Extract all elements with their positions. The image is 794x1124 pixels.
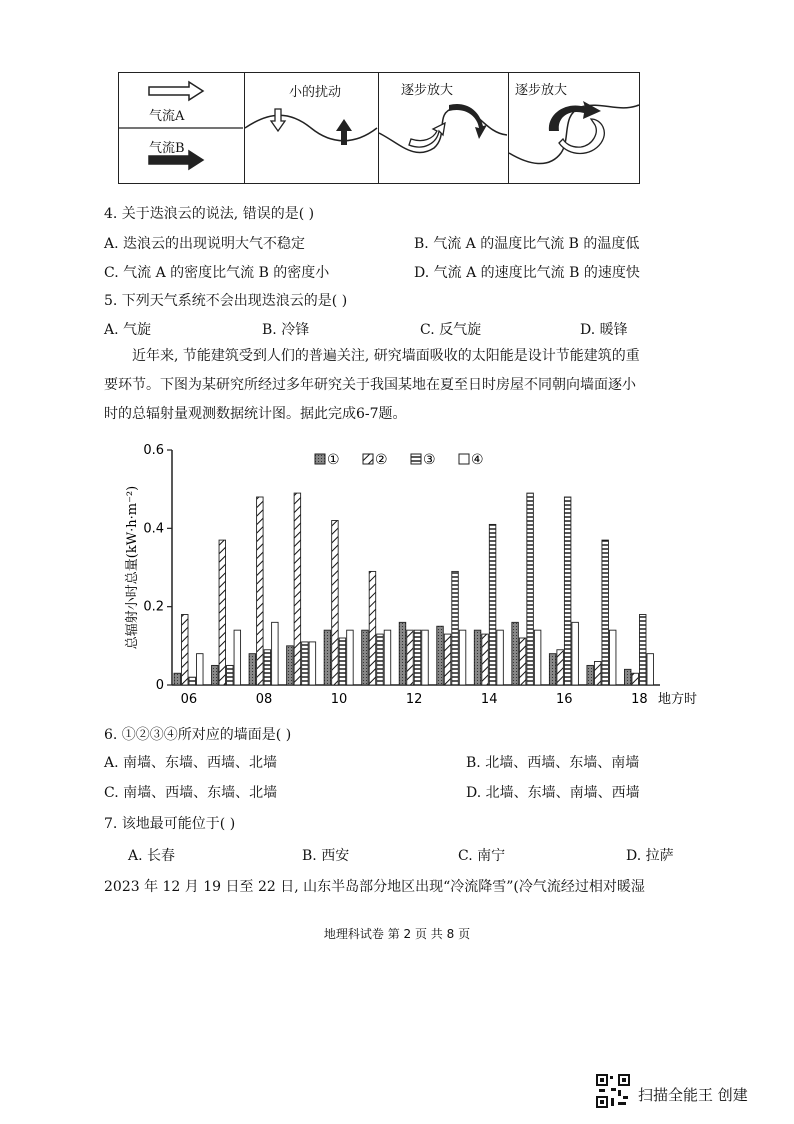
bar-series-4 bbox=[309, 642, 316, 685]
bar-series-4 bbox=[647, 654, 654, 685]
q5-option-c[interactable]: C. 反气旋 bbox=[420, 322, 482, 338]
wave-medium bbox=[379, 73, 507, 183]
q7-option-d[interactable]: D. 拉萨 bbox=[626, 848, 674, 864]
q6-option-a[interactable]: A. 南墙、东墙、西墙、北墙 bbox=[104, 755, 278, 771]
bar-series-2 bbox=[219, 540, 226, 685]
intro-6-7: 近年来, 节能建筑受到人们的普遍关注, 研究墙面吸收的太阳能是设计节能建筑的重要环节。下图为某研究所经过多年研究关于我国某地在夏至日时房屋不同朝向墙面逐小时的总辐射量观测数据统计图。据此完成6-7题。 bbox=[104, 348, 640, 422]
panel4-caption: 逐步放大 bbox=[515, 83, 568, 98]
legend-swatch-4 bbox=[459, 454, 469, 464]
airflow-arrows bbox=[119, 73, 243, 183]
q4-option-b[interactable]: B. 气流 A 的温度比气流 B 的温度低 bbox=[414, 236, 640, 252]
figure-panel-disturbance bbox=[245, 73, 379, 183]
q7-stem: 7. 该地最可能位于( ) bbox=[104, 816, 236, 832]
curl-solid-icon bbox=[449, 104, 487, 139]
x-tick-label: 14 bbox=[480, 692, 498, 707]
bar-series-4 bbox=[422, 630, 429, 685]
bar-series-4 bbox=[609, 630, 616, 685]
arrow-a-icon bbox=[149, 82, 203, 100]
q6-option-c[interactable]: C. 南墙、西墙、东墙、北墙 bbox=[104, 785, 278, 801]
bar-series-4 bbox=[197, 654, 204, 685]
figure-panel-amplify-1 bbox=[379, 73, 509, 183]
q4-option-c[interactable]: C. 气流 A 的密度比气流 B 的密度小 bbox=[104, 265, 330, 281]
bar-series-1 bbox=[624, 669, 631, 685]
bar-series-1 bbox=[249, 654, 256, 685]
bar-series-1 bbox=[474, 630, 481, 685]
bar-series-1 bbox=[399, 622, 406, 685]
bar-series-1 bbox=[174, 673, 181, 685]
bar-series-1 bbox=[212, 665, 219, 685]
bar-series-2 bbox=[294, 493, 301, 685]
bar-series-3 bbox=[302, 642, 309, 685]
x-axis-label: 地方时 bbox=[658, 692, 698, 707]
x-tick-label: 08 bbox=[255, 692, 273, 707]
bar-series-2 bbox=[594, 662, 601, 686]
bar-series-1 bbox=[324, 630, 331, 685]
bar-series-4 bbox=[384, 630, 391, 685]
bar-series-2 bbox=[519, 638, 526, 685]
bar-series-1 bbox=[512, 622, 519, 685]
figure-panel-airflows bbox=[119, 73, 245, 183]
x-tick-label: 16 bbox=[556, 692, 573, 707]
airflow-figure bbox=[118, 72, 640, 184]
bar-series-1 bbox=[437, 626, 444, 685]
bar-series-4 bbox=[347, 630, 354, 685]
q6-option-d[interactable]: D. 北墙、东墙、南墙、西墙 bbox=[466, 785, 640, 801]
wave-small bbox=[245, 73, 377, 183]
airflow-a-label: 气流A bbox=[149, 109, 185, 124]
bar-series-4 bbox=[234, 630, 241, 685]
qr-code-icon bbox=[596, 1074, 630, 1108]
bar-series-1 bbox=[287, 646, 294, 685]
q7-option-a[interactable]: A. 长春 bbox=[128, 848, 176, 864]
bar-series-2 bbox=[557, 650, 564, 685]
y-axis-label: 总辐射小时总量(kW·h·m⁻²) bbox=[125, 485, 140, 650]
legend-label-3: ③ bbox=[423, 452, 436, 468]
q5-option-a[interactable]: A. 气旋 bbox=[104, 322, 152, 338]
down-arrow-icon bbox=[271, 109, 285, 131]
bar-series-3 bbox=[227, 665, 234, 685]
q6-option-b[interactable]: B. 北墙、西墙、东墙、南墙 bbox=[466, 755, 640, 771]
page-footer: 地理科试卷 第 2 页 共 8 页 bbox=[323, 927, 471, 941]
chart-svg bbox=[120, 440, 698, 710]
y-tick-label: 0.2 bbox=[143, 599, 164, 615]
bar-series-2 bbox=[632, 673, 639, 685]
bar-series-2 bbox=[257, 497, 264, 685]
bar-series-2 bbox=[369, 571, 376, 685]
bar-series-2 bbox=[407, 630, 414, 685]
q5-option-b[interactable]: B. 冷锋 bbox=[262, 322, 310, 338]
legend-label-2: ② bbox=[375, 452, 388, 468]
q4-stem: 4. 关于迭浪云的说法, 错误的是( ) bbox=[104, 206, 315, 222]
q5-stem: 5. 下列天气系统不会出现迭浪云的是( ) bbox=[104, 293, 348, 309]
bar-series-3 bbox=[564, 497, 571, 685]
figure-panel-amplify-2 bbox=[509, 73, 639, 183]
bar-series-4 bbox=[497, 630, 504, 685]
bar-series-3 bbox=[189, 677, 196, 685]
x-tick-label: 06 bbox=[180, 692, 198, 707]
legend-swatch-1 bbox=[315, 454, 325, 464]
x-tick-label: 10 bbox=[330, 692, 348, 707]
bar-series-3 bbox=[527, 493, 534, 685]
airflow-b-label: 气流B bbox=[149, 141, 185, 156]
panel2-caption: 小的扰动 bbox=[289, 85, 342, 100]
x-tick-label: 12 bbox=[405, 692, 423, 707]
bar-series-1 bbox=[587, 665, 594, 685]
bar-series-3 bbox=[264, 650, 271, 685]
bar-series-3 bbox=[489, 524, 496, 685]
bar-series-3 bbox=[452, 571, 459, 685]
q4-option-d[interactable]: D. 气流 A 的速度比气流 B 的速度快 bbox=[414, 265, 640, 281]
wave-large bbox=[509, 73, 639, 183]
radiation-chart bbox=[120, 440, 698, 710]
legend-swatch-2 bbox=[363, 454, 373, 464]
bar-series-2 bbox=[332, 521, 339, 686]
bar-series-2 bbox=[482, 634, 489, 685]
y-tick-label: 0.4 bbox=[143, 521, 164, 537]
legend-label-4: ④ bbox=[471, 452, 484, 468]
bar-series-3 bbox=[339, 638, 346, 685]
x-tick-label: 18 bbox=[631, 692, 648, 707]
bar-series-4 bbox=[572, 622, 579, 685]
y-tick-label: 0 bbox=[155, 678, 164, 693]
y-tick-label: 0.6 bbox=[143, 443, 164, 458]
bar-series-3 bbox=[639, 615, 646, 686]
bar-series-3 bbox=[414, 630, 421, 685]
bar-series-4 bbox=[272, 622, 279, 685]
bar-series-2 bbox=[444, 634, 451, 685]
bar-series-1 bbox=[362, 630, 369, 685]
bar-series-4 bbox=[459, 630, 466, 685]
bar-series-1 bbox=[549, 654, 556, 685]
bar-series-3 bbox=[602, 540, 609, 685]
scanner-watermark: 扫描全能王 创建 bbox=[638, 1086, 748, 1104]
bar-series-3 bbox=[377, 634, 384, 685]
curl-hollow-icon bbox=[409, 123, 445, 147]
legend-label-1: ① bbox=[327, 452, 340, 468]
q4-option-a[interactable]: A. 迭浪云的出现说明大气不稳定 bbox=[104, 236, 306, 252]
panel3-caption: 逐步放大 bbox=[401, 83, 454, 98]
q7-option-c[interactable]: C. 南宁 bbox=[458, 848, 506, 864]
next-intro-text: 2023 年 12 月 19 日至 22 日, 山东半岛部分地区出现“冷流降雪”(冷气流经过相对暖湿 bbox=[104, 879, 645, 895]
bar-series-4 bbox=[534, 630, 541, 685]
legend-swatch-3 bbox=[411, 454, 421, 464]
q5-option-d[interactable]: D. 暖锋 bbox=[580, 322, 628, 338]
q7-option-b[interactable]: B. 西安 bbox=[302, 848, 350, 864]
bar-series-2 bbox=[182, 615, 189, 686]
q6-stem: 6. ①②③④所对应的墙面是( ) bbox=[104, 727, 292, 743]
